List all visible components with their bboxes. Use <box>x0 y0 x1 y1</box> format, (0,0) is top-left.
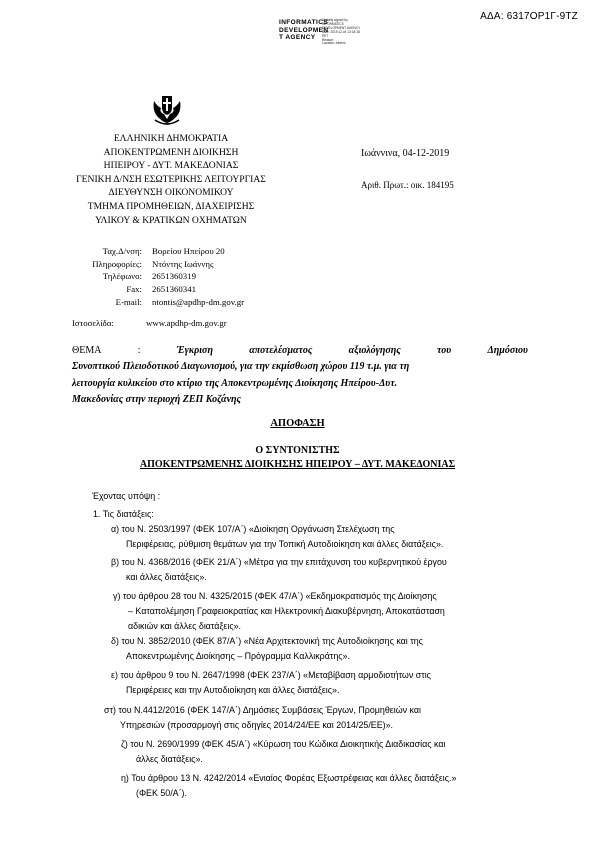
provision-line <box>111 522 525 537</box>
provision-line <box>111 555 525 570</box>
protocol-number: Αριθ. Πρωτ.: οικ. 184195 <box>361 180 454 190</box>
subject-colon: : <box>137 345 141 356</box>
provision-line <box>104 718 525 733</box>
authority-line: ΑΠΟΚΕΝΤΡΩΜΕΝΗ ΔΙΟΙΚΗΣΗ <box>103 146 239 158</box>
provision-text: Περιφέρειες και την Αυτοδιοίκηση και άλλες διατάξεις». <box>126 685 340 696</box>
signature-logo-line: T AGENCY <box>279 34 316 42</box>
subject-text: Συνοπτικού Πλειοδοτικού Διαγωνισμού, για την εκμίσθωση χώρου 119 τ.μ. για τη <box>72 361 410 373</box>
subject-text: λειτουργία κυλικείου στο κτίριο της Αποκεντρωμένης Διοίκησης Ηπείρου-Δυτ. <box>72 377 398 389</box>
contact-row <box>72 270 244 283</box>
provision-paragraph <box>111 522 525 552</box>
provision-text: α) του Ν. 2503/1997 (ΦΕΚ 107/Α΄) «Διοίκηση Οργάνωση Στελέχωση της <box>111 524 395 534</box>
authority-line: ΔΙΕΥΘΥΝΣΗ ΟΙΚΟΝΟΜΙΚΟΥ <box>108 187 234 199</box>
provision-text: Περιφέρειας, ρύθμιση θεμάτων για την Τοπική Αυτοδιοίκηση και άλλες διατάξεις». <box>126 539 444 550</box>
provision-paragraph <box>104 703 525 733</box>
signature-logo-line: INFORMATICS <box>279 19 329 26</box>
provision-text: η) Του άρθρου 13 Ν. 4242/2014 «Ενιαίος Φορέας Εξωστρέφειας και άλλες διατάξεις.» <box>121 773 457 783</box>
authority-line: ΗΠΕΙΡΟΥ - ΔΥΤ. ΜΑΚΕΔΟΝΙΑΣ <box>103 160 239 172</box>
provision-line <box>121 771 525 786</box>
place-date: Ιωάννινα, 04-12-2019 <box>361 148 450 159</box>
contact-label: E-mail: <box>115 296 142 307</box>
provision-text: δ) του Ν. 3852/2010 (ΦΕΚ 87/Α΄) «Νέα Αρχιτεκτονική της Αυτοδιοίκησης και της <box>111 636 423 646</box>
provision-paragraph <box>111 555 525 585</box>
provision-text: άλλες διατάξεις». <box>136 754 203 765</box>
provision-line <box>111 668 525 683</box>
considering-intro: Έχοντας υπόψη : <box>92 491 161 501</box>
subject-word: αποτελέσματος <box>249 345 313 356</box>
ada-code: ΑΔΑ: 6317ΟΡ1Γ-9ΤΖ <box>480 11 578 22</box>
contact-value: Ντόντης Ιωάννης <box>152 258 214 269</box>
email-link[interactable]: ntontis@apdhp-dm.gov.gr <box>152 296 245 307</box>
digital-signature-details <box>322 19 382 46</box>
subject-word: Δημόσιου <box>487 345 528 356</box>
authority-line: ΤΜΗΜΑ ΠΡΟΜΗΘΕΙΩΝ, ΔΙΑΧΕΙΡΙΣΗΣ <box>87 200 255 212</box>
decision-title: ΑΠΟΦΑΣΗ <box>270 418 325 429</box>
signature-detail: Location: Athens <box>322 41 346 46</box>
contact-label: Fax: <box>126 284 142 295</box>
provision-paragraph <box>111 634 525 664</box>
provision-text: και άλλες διατάξεις». <box>126 572 207 583</box>
provision-text: αδικιών και άλλες διατάξεις». <box>128 621 242 632</box>
subject-line <box>72 392 528 408</box>
provision-text: Υπηρεσιών (προσαρμογή στις οδηγίες 2014/24/ΕΕ και 2014/25/ΕΕ)». <box>120 720 393 731</box>
authority-line: ΓΕΝΙΚΗ Δ/ΝΣΗ ΕΣΩΤΕΡΙΚΗΣ ΛΕΙΤΟΥΡΓΙΑΣ <box>76 173 266 185</box>
coordinator-title: Ο ΣΥΝΤΟΝΙΣΤΗΣ <box>255 445 340 456</box>
provision-text: Αποκεντρωμένης Διοίκησης – Πρόγραμμα Καλλικράτης». <box>126 651 350 662</box>
provision-line <box>113 619 525 634</box>
subject-word: αξιολόγησης <box>348 345 401 356</box>
subject-label: ΘΕΜΑ <box>72 345 102 356</box>
provision-text: – Καταπολέμηση Γραφειοκρατίας και Ηλεκτρονική Διακυβέρνηση, Αποκατάσταση <box>128 606 445 617</box>
subject-word: του <box>437 345 452 356</box>
provision-line <box>113 604 525 619</box>
contact-value: Βορείου Ηπείρου 20 <box>152 246 225 256</box>
contact-label: Τηλέφωνο: <box>102 271 142 282</box>
provision-paragraph <box>121 771 525 801</box>
provision-text: ε) του άρθρου 9 του Ν. 2647/1998 (ΦΕΚ 237/Α΄) «Μεταβίβαση αρμοδιοτήτων στις <box>111 670 431 680</box>
signature-detail: INFORMATICS <box>322 21 344 26</box>
subject-text: Μακεδονίας στην περιοχή ΖΕΠ Κοζάνης <box>72 393 241 405</box>
signature-detail: Reason: <box>322 37 334 42</box>
subject-word: Έγκριση <box>176 345 213 356</box>
contact-label: Πληροφορίες: <box>92 258 142 269</box>
provision-text: (ΦΕΚ 50/Α΄). <box>136 788 187 799</box>
provision-line <box>121 737 525 752</box>
contact-row <box>72 283 244 296</box>
provision-text: ζ) του Ν. 2690/1999 (ΦΕΚ 45/Α΄) «Κύρωση του Κώδικα Διοικητικής Διαδικασίας και <box>121 739 446 749</box>
authority-line: ΕΛΛΗΝΙΚΗ ΔΗΜΟΚΡΑΤΙΑ <box>113 133 229 144</box>
contact-block <box>72 245 244 309</box>
coordinator-authority: ΑΠΟΚΕΝΤΡΩΜΕΝΗΣ ΔΙΟΙΚΗΣΗΣ ΗΠΕΙΡΟΥ – ΔΥΤ. ΜΑΚΕΔΟΝΙΑΣ <box>139 459 456 470</box>
authority-line: ΥΛΙΚΟΥ & ΚΡΑΤΙΚΩΝ ΟΧΗΜΑΤΩΝ <box>95 214 247 226</box>
contact-row <box>72 258 244 271</box>
provision-line <box>111 634 525 649</box>
signature-detail: Digitally signed by <box>322 18 348 22</box>
provision-text: γ) του άρθρου 28 του Ν. 4325/2015 (ΦΕΚ 47/Α΄) «Εκδημοκρατισμός της Διοίκησης <box>113 591 437 601</box>
provision-paragraph <box>113 589 525 635</box>
signature-detail: Date: 2019.12.04 13:18:18 <box>322 29 360 34</box>
provision-paragraph <box>111 668 525 698</box>
signature-detail: DEVELOPMENT AGENCY <box>322 25 361 30</box>
contact-value: 2651360319 <box>152 271 196 282</box>
provision-line <box>121 752 525 767</box>
signature-detail: EET <box>322 33 329 38</box>
subject-line <box>72 359 528 375</box>
signature-logo-line: DEVELOPMEN <box>279 26 329 34</box>
contact-row <box>72 296 244 309</box>
subject-line <box>72 343 528 359</box>
provision-line <box>111 683 525 698</box>
provision-line <box>121 786 525 801</box>
provision-paragraph <box>121 737 525 767</box>
provision-line <box>111 570 525 585</box>
website-link[interactable]: www.apdhp-dm.gov.gr <box>146 318 227 328</box>
website-row <box>72 318 227 328</box>
subject-line <box>72 376 528 392</box>
contact-label: Ταχ.Δ/νση: <box>102 246 142 256</box>
greek-emblem-icon <box>150 92 184 128</box>
provision-line <box>111 649 525 664</box>
provision-line <box>113 589 525 604</box>
provision-text: στ) του Ν.4412/2016 (ΦΕΚ 147/Α΄) Δημόσιες Συμβάσεις Έργων, Προμηθειών και <box>104 705 421 715</box>
website-label: Ιστοσελίδα: <box>72 318 114 328</box>
provision-line <box>111 537 525 552</box>
authority-header <box>54 132 288 227</box>
subject-block <box>72 343 528 408</box>
contact-row <box>72 245 244 258</box>
provision-text: β) του Ν. 4368/2016 (ΦΕΚ 21/Α΄) «Μέτρα για την επιτάχυνση του κυβερνητικού έργου <box>111 557 447 567</box>
provisions-item: 1. Τις διατάξεις: <box>93 509 154 519</box>
contact-value: 2651360341 <box>152 284 196 295</box>
provision-line <box>104 703 525 718</box>
